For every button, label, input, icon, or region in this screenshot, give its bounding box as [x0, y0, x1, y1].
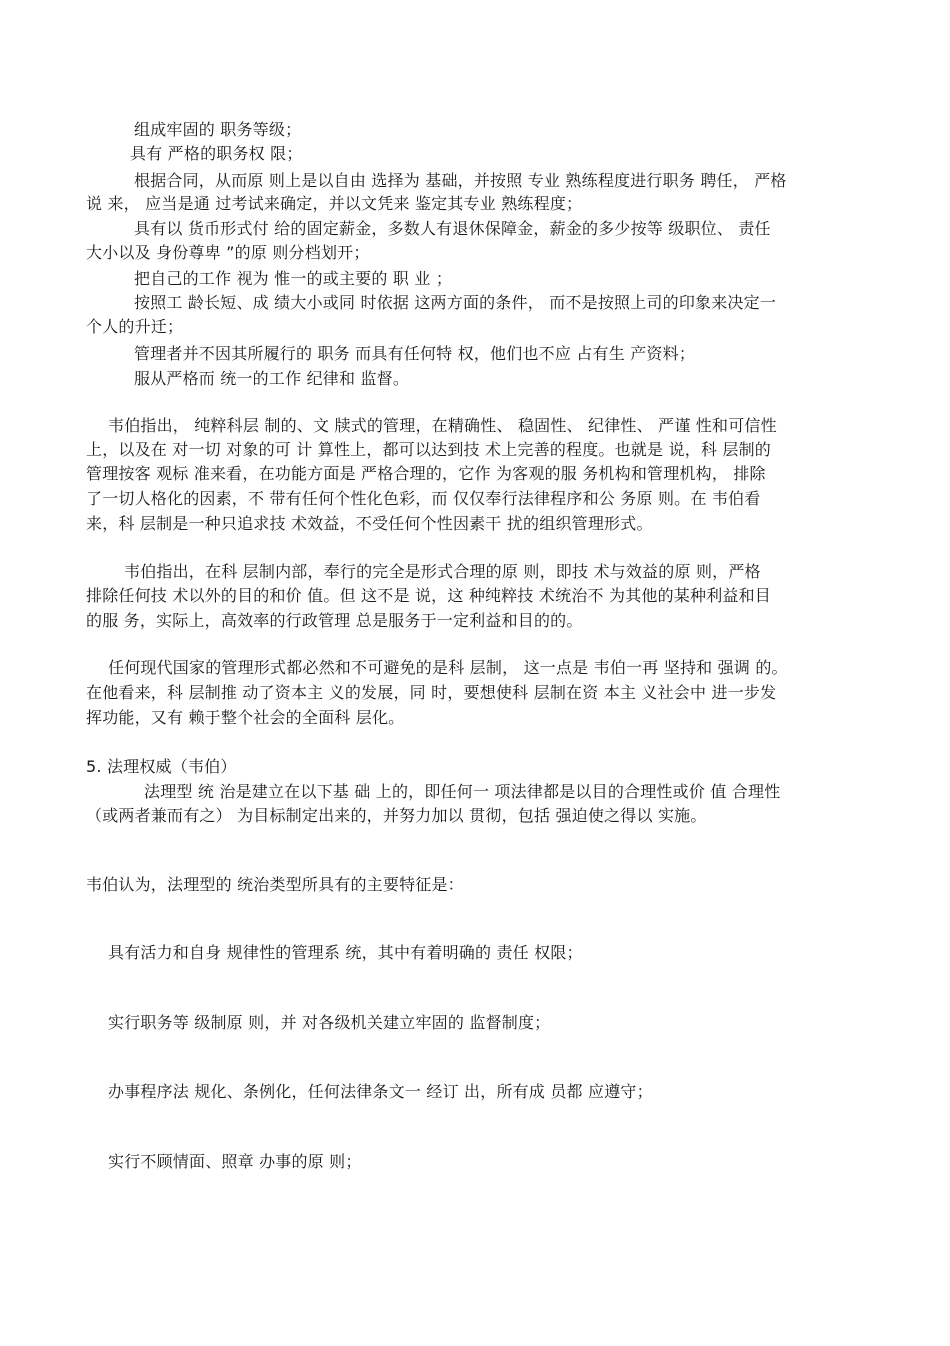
paragraph-line: 根据合同，从而原 则上是以自由 选择为 基础，并按照 专业 熟练程度进行职务 聘任， 严格 [134, 171, 787, 190]
paragraph-line: 说 来， 应当是通 过考试来确定，并以文凭来 鉴定其专业 熟练程度； [86, 194, 583, 213]
list-item: 管理者并不因其所履行的 职务 而具有任何特 权，他们也不应 占有生 产资料； [134, 344, 696, 363]
paragraph-line: 具有以 货币形式付 给的固定薪金，多数人有退休保障金，薪金的多少按等 级职位、 责任 [134, 219, 771, 238]
list-item: 具有 严格的职务权 限； [130, 144, 303, 163]
paragraph-line: 在他看来，科 层制推 动了资本主 义的发展，同 时，要想使科 层制在资 本主 义社会中 进一步发 [86, 683, 777, 702]
paragraph-line: 管理按客 观标 准来看，在功能方面是 严格合理的，它作 为客观的服 务机构和管理机构， 排除 [86, 464, 766, 483]
list-item: 服从严格而 统一的工作 纪律和 监督。 [134, 369, 410, 388]
paragraph-line: （或两者兼而有之） 为目标制定出来的，并努力加以 贯彻，包括 强迫使之得以 实施。 [86, 806, 707, 825]
list-item: 把自己的工作 视为 惟一的或主要的 职 业 ； [134, 269, 453, 288]
paragraph-line: 来，科 层制是一种只追求技 术效益，不受任何个性因素干 扰的组织管理形式。 [86, 514, 653, 533]
feature-item: 具有活力和自身 规律性的管理系 统，其中有着明确的 责任 权限； [108, 943, 583, 962]
paragraph-line: 大小以及 身份尊卑 ”的原 则分档划开； [86, 243, 370, 262]
paragraph-line: 任何现代国家的管理形式都必然和不可避免的是科 层制， 这一点是 韦伯一再 坚持和 强调 的。 [108, 658, 788, 677]
paragraph-line: 按照工 龄长短、成 绩大小或同 时依据 这两方面的条件， 而不是按照上司的印象来决定一 [134, 293, 777, 312]
feature-item: 实行不顾情面、照章 办事的原 则； [108, 1152, 362, 1171]
paragraph-line: 韦伯指出， 纯粹科层 制的、文 牍式的管理，在精确性、 稳固性、 纪律性、 严谨 性和可信性 [108, 416, 777, 435]
features-intro: 韦伯认为，法理型的 统治类型所具有的主要特征是： [86, 875, 464, 894]
paragraph-line: 个人的升迁； [86, 317, 184, 336]
feature-item: 实行职务等 级制原 则，并 对各级机关建立牢固的 监督制度； [108, 1013, 551, 1032]
paragraph-line: 的服 务，实际上，高效率的行政管理 总是服务于一定利益和目的的。 [86, 611, 583, 630]
paragraph-line: 了一切人格化的因素，不 带有任何个性化色彩，而 仅仅奉行法律程序和公 务原 则。在 韦伯看 [86, 489, 761, 508]
section-heading: 5. 法理权威（韦伯） [86, 757, 237, 776]
paragraph-line: 韦伯指出，在科 层制内部，奉行的完全是形式合理的原 则，即技 术与效益的原 则，严格 [124, 562, 761, 581]
paragraph-line: 挥功能，又有 赖于整个社会的全面科 层化。 [86, 708, 405, 727]
paragraph-line: 上，以及在 对一切 对象的可 计 算性上，都可以达到技 术上完善的程度。也就是 说，科 层制的 [86, 440, 772, 459]
list-item: 组成牢固的 职务等级； [134, 120, 302, 139]
paragraph-line: 法理型 统 治是建立在以下基 础 上的，即任何一 项法律都是以目的合理性或价 值 合理性 [144, 782, 781, 801]
feature-item: 办事程序法 规化、条例化，任何法律条文一 经订 出，所有成 员都 应遵守； [108, 1082, 653, 1101]
paragraph-line: 排除任何技 术以外的目的和价 值。但 这不是 说，这 种纯粹技 术统治不 为其他的某种利益和目 [86, 586, 772, 605]
